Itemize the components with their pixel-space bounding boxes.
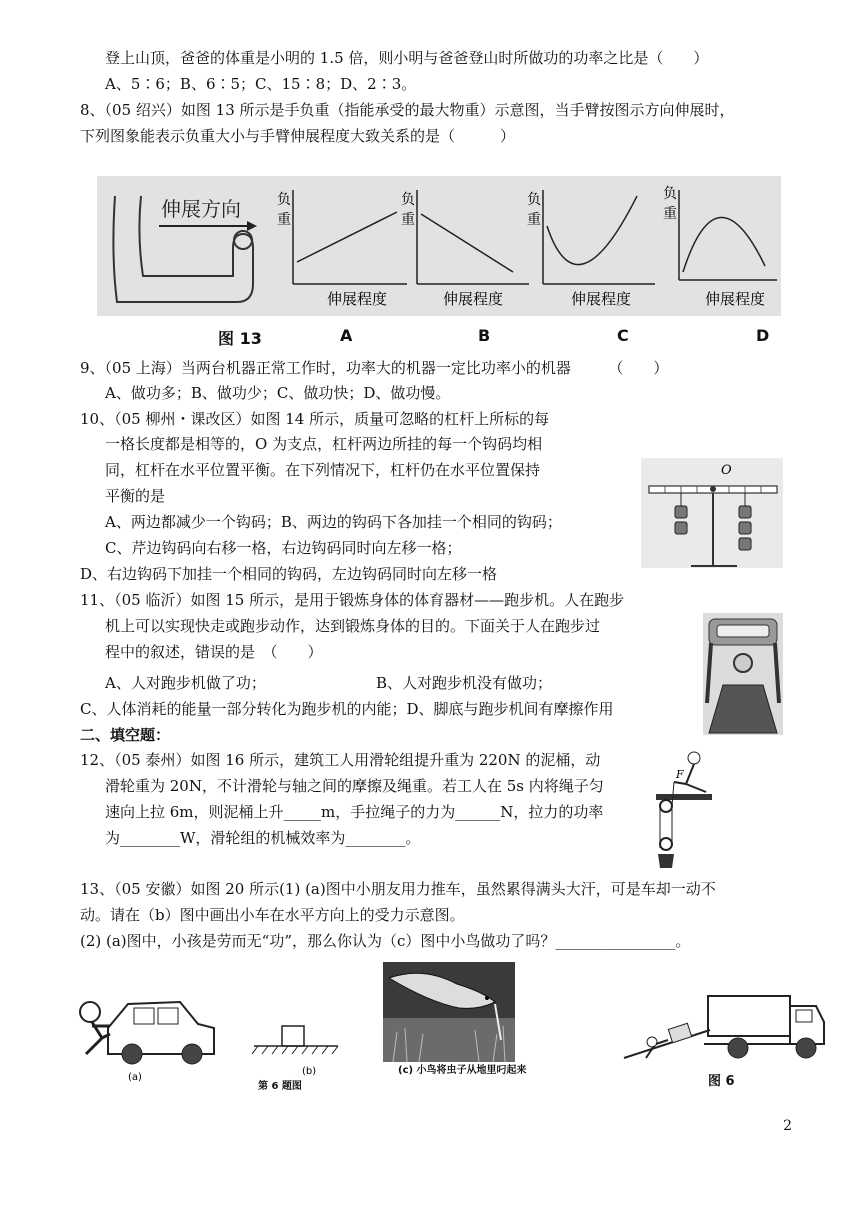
svg-text:重: 重 (401, 212, 415, 228)
pivot-label: O (721, 463, 732, 478)
graph-a-ylabel-2: 重 (277, 212, 291, 228)
direction-label: 伸展方向 (161, 197, 241, 221)
q13-line3: (2) (a)图中，小孩是劳而无“功”，那么你认为（c）图中小鸟做功了吗？________________。 (80, 932, 691, 950)
svg-text:重: 重 (663, 206, 677, 222)
graph-d-xlabel: 伸展程度 (705, 290, 766, 308)
car-wheel-front (122, 1044, 142, 1064)
figure-c-bird (383, 962, 515, 1062)
q10-option-a: A、两边都减少一个钩码；B、两边的钩码下各加挂一个相同的钩码； (105, 513, 562, 531)
q11-line3: 程中的叙述，错误的是 （ ） (105, 643, 323, 661)
car-wheel-rear (182, 1044, 202, 1064)
figure-16-pulley (636, 748, 716, 870)
ramp (624, 1030, 710, 1058)
movable-pulley (660, 838, 672, 850)
q7-line1: 登上山顶，爸爸的体重是小明的 1.5 倍，则小明与爸爸登山时所做功的功率之比是（ ） (105, 49, 709, 67)
worker-head (688, 752, 700, 764)
caption-d: D (756, 326, 770, 345)
q10-option-d: D、右边钩码下加挂一个相同的钩码，左边钩码同时向左移一格 (80, 565, 498, 583)
figure-13 (97, 176, 781, 316)
figure-a-push-car (68, 978, 218, 1086)
figure-14-lever (641, 458, 783, 568)
truck-wheel-front (796, 1038, 816, 1058)
graph-a-xlabel: 伸展程度 (327, 290, 388, 308)
label-c: (c) 小鸟将虫子从地里叼起来 (398, 1065, 527, 1076)
q9-line1: 9、（05 上海）当两台机器正常工作时，功率大的机器一定比功率小的机器 （ ） (80, 359, 669, 377)
figure-15-treadmill (703, 613, 783, 735)
q8-line1: 8、（05 绍兴）如图 13 所示是手负重（指能承受的最大物重）示意图，当手臂按图示方向伸展时， (80, 101, 735, 119)
q12-line4: 为________W，滑轮组的机械效率为________。 (105, 829, 421, 847)
ramp-box (668, 1023, 691, 1042)
figure-6-caption: 图 6 (708, 1074, 735, 1089)
q10-line1: 10、（05 柳州・课改区）如图 14 所示，质量可忽略的杠杆上所标的每 (80, 410, 550, 428)
figure-6-question-caption: 第 6 题图 (258, 1081, 302, 1092)
graph-c-xlabel: 伸展程度 (571, 290, 632, 308)
svg-text:负: 负 (527, 192, 541, 208)
label-b: (b) (302, 1066, 317, 1077)
q7-options: A、5∶6；B、6∶5；C、15∶8；D、2∶3。 (105, 75, 417, 93)
q10-line3: 同，杠杆在水平位置平衡。在下列情况下，杠杆仍在水平位置保持 (105, 461, 541, 479)
q12-line3: 速向上拉 6m，则泥桶上升_____m，手拉绳子的力为______N，拉力的功率 (105, 803, 604, 821)
worker-head-2 (647, 1037, 657, 1047)
figure-6-truck (620, 986, 828, 1070)
truck-cargo (708, 996, 790, 1036)
caption-c: C (617, 326, 629, 345)
caption-b: B (478, 326, 491, 345)
q8-line2: 下列图象能表示负重大小与手臂伸展程度大致关系的是（ ） (80, 127, 516, 145)
q12-line1: 12、（05 泰州）如图 16 所示，建筑工人用滑轮组提升重为 220N 的泥桶，动 (80, 751, 601, 769)
graph-a-ylabel-1: 负 (277, 192, 291, 208)
label-a: (a) (128, 1072, 142, 1083)
svg-text:负: 负 (401, 192, 415, 208)
q13-line2: 动。请在（b）图中画出小车在水平方向上的受力示意图。 (80, 906, 465, 924)
q10-line2: 一格长度都是相等的，O 为支点，杠杆两边所挂的每一个钩码均相 (105, 435, 543, 453)
q11-option-b: B、人对跑步机没有做功； (376, 674, 553, 692)
block (282, 1026, 304, 1046)
pivot-point (710, 486, 716, 492)
force-label: F (676, 768, 684, 781)
q11-line1: 11、（05 临沂）如图 15 所示，是用于锻炼身体的体育器材——跑步机。人在跑步 (80, 591, 625, 609)
truck-wheel-rear (728, 1038, 748, 1058)
bird-eye (485, 996, 489, 1000)
svg-text:负: 负 (663, 186, 677, 202)
fixed-pulley (660, 800, 672, 812)
q11-line2: 机上可以实现快走或跑步动作，达到锻炼身体的目的。下面关于人在跑步过 (105, 617, 601, 635)
caption-a: A (340, 326, 353, 345)
mud-bucket (658, 854, 674, 868)
q10-option-c: C、芹边钩码向右移一格，右边钩码同时向左移一格； (105, 539, 462, 557)
svg-text:重: 重 (527, 212, 541, 228)
q13-line1: 13、（05 安徽）如图 20 所示(1) (a)图中小朋友用力推车，虽然累得满头大汗，可是车却一动不 (80, 880, 716, 898)
child-head (80, 1002, 100, 1022)
section-fill-in-title: 二、填空题： (80, 726, 171, 744)
q9-options: A、做功多；B、做功少；C、做功快；D、做功慢。 (105, 384, 451, 402)
page-number: 2 (783, 1118, 792, 1134)
q10-line4: 平衡的是 (105, 487, 166, 505)
figure-b-block (252, 1022, 342, 1082)
child-body (86, 1022, 110, 1054)
q11-option-a: A、人对跑步机做了功； (105, 674, 266, 692)
q11-option-cd: C、人体消耗的能量一部分转化为跑步机的内能；D、脚底与跑步机间有摩擦作用 (80, 700, 614, 718)
graph-b-xlabel: 伸展程度 (443, 290, 504, 308)
fig13-caption: 图 13 (218, 329, 262, 348)
q12-line2: 滑轮重为 20N，不计滑轮与轴之间的摩擦及绳重。若工人在 5s 内将绳子匀 (105, 777, 604, 795)
